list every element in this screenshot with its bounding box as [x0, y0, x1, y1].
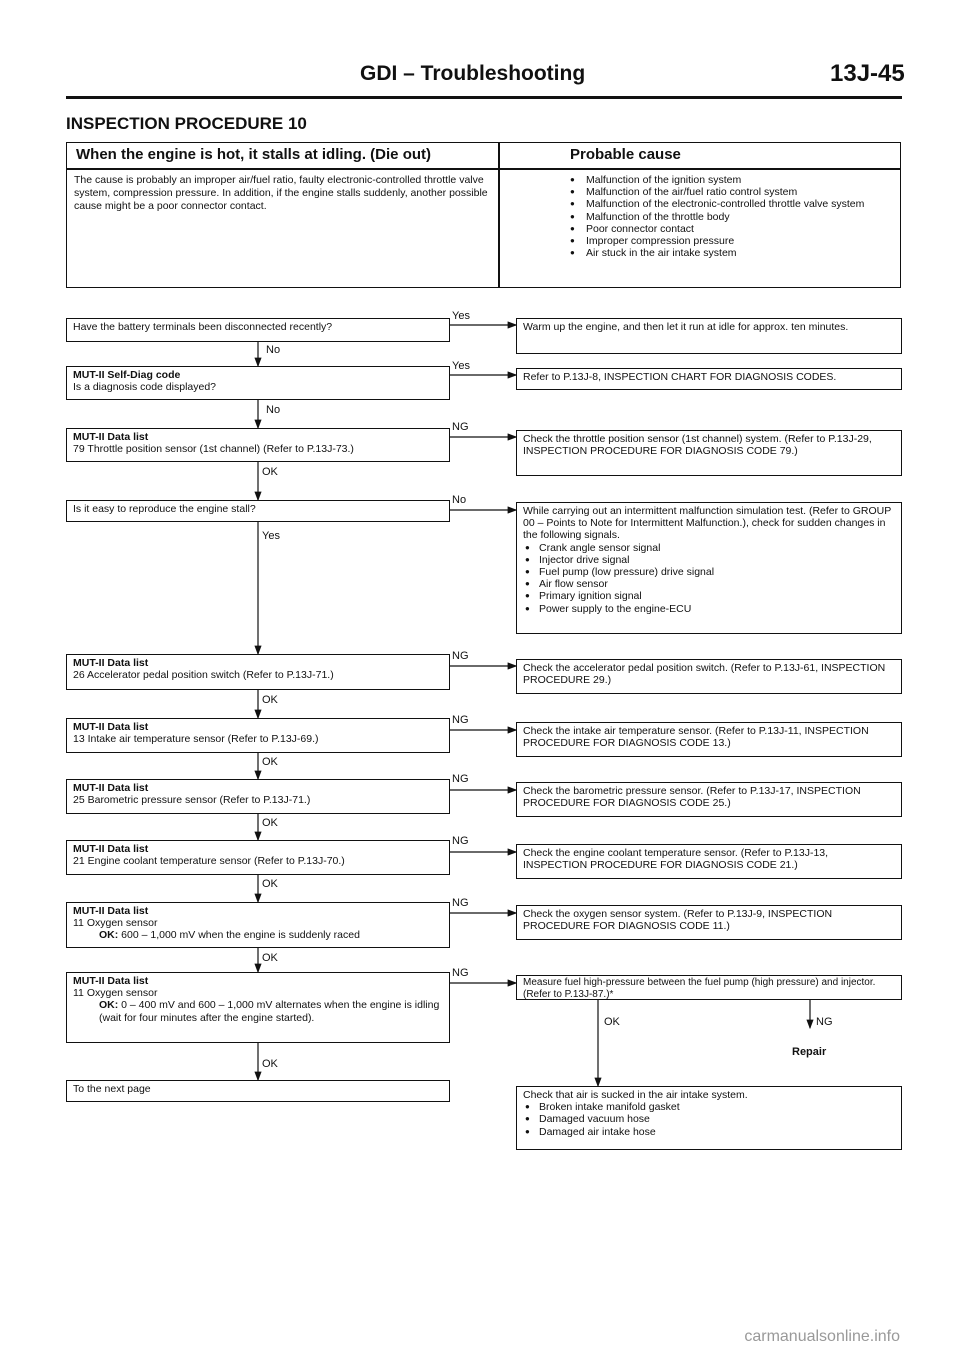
- cause-item: ● Malfunction of the electronic-controlled throttle valve system: [570, 198, 900, 210]
- signal-item: ● Power supply to the engine-ECU: [523, 603, 895, 615]
- action-text: Measure fuel high-pressure between the fuel pump (high pressure) and injector. (Refer to P.13J-87.)*: [523, 977, 876, 1000]
- ok-label: OK: [604, 1016, 620, 1028]
- procedure-title: INSPECTION PROCEDURE 10: [66, 114, 307, 133]
- action-text: Check the throttle position sensor (1st channel) system. (Refer to P.13J-29, INSPECTION PROCEDURE FOR DIAGNOSIS CODE 79.): [523, 433, 872, 458]
- ok-label: OK: [262, 694, 278, 706]
- no-label: No: [452, 494, 467, 506]
- ok-label: OK: [262, 952, 278, 964]
- step-title: MUT-II Self-Diag code: [73, 369, 181, 381]
- ok-label: OK: [262, 466, 278, 478]
- ok-criterion-label: OK:: [99, 929, 119, 942]
- signal-item: ● Crank angle sensor signal: [523, 542, 895, 554]
- ng-label: NG: [452, 897, 469, 909]
- page-number: 13J-45: [830, 60, 905, 87]
- step-text: To the next page: [73, 1083, 151, 1095]
- check-item: ● Damaged air intake hose: [523, 1126, 895, 1138]
- step-text: Is a diagnosis code displayed?: [73, 381, 217, 394]
- action-oxygen-sensor: [516, 905, 902, 940]
- step-data-list-79: [66, 428, 450, 462]
- step-data-list-11-idling: [66, 972, 450, 1043]
- cause-item: ● Malfunction of the air/fuel ratio control system: [570, 186, 900, 198]
- step-text: 11 Oxygen sensor: [73, 917, 158, 930]
- action-air-intake-check: [516, 1086, 902, 1150]
- step-data-list-26: [66, 654, 450, 690]
- step-text: 26 Accelerator pedal position switch (Refer to P.13J-71.): [73, 669, 334, 682]
- step-data-list-13: [66, 718, 450, 753]
- check-item: ● Broken intake manifold gasket: [523, 1101, 895, 1113]
- step-title: MUT-II Data list: [73, 782, 149, 794]
- action-text: Check the engine coolant temperature sensor. (Refer to P.13J-13, INSPECTION PROCEDURE FOR DIAGNOSIS CODE 21.): [523, 847, 829, 872]
- ng-label: NG: [452, 650, 469, 662]
- ok-criterion-label: OK:: [99, 999, 119, 1012]
- no-label: No: [266, 404, 281, 416]
- action-diagnosis-chart: [516, 368, 902, 390]
- step-next-page: [66, 1080, 450, 1102]
- cause-item: ● Improper compression pressure: [570, 235, 900, 247]
- air-intake-check-list: [523, 1101, 895, 1138]
- ng-label: NG: [816, 1016, 833, 1028]
- action-warm-up: [516, 318, 902, 354]
- yes-label: Yes: [452, 360, 470, 372]
- ok-label: OK: [262, 817, 278, 829]
- no-label: No: [266, 344, 281, 356]
- step-text: Is it easy to reproduce the engine stall?: [73, 503, 256, 515]
- action-text: Check the barometric pressure sensor. (Refer to P.13J-17, INSPECTION PROCEDURE FOR DIAGNOSIS CODE 25.): [523, 785, 861, 810]
- signal-item: ● Primary ignition signal: [523, 590, 895, 602]
- action-accelerator-pedal: [516, 659, 902, 694]
- step-text: 11 Oxygen sensor: [73, 987, 158, 1000]
- step-title: MUT-II Data list: [73, 431, 149, 443]
- step-text: 25 Barometric pressure sensor (Refer to P.13J-71.): [73, 794, 311, 807]
- action-text: While carrying out an intermittent malfunction simulation test. (Refer to GROUP 00 – Points to Note for Intermittent Malfunction.), check for sudden changes in the following signals.: [523, 505, 892, 542]
- step-text: 13 Intake air temperature sensor (Refer to P.13J-69.): [73, 733, 319, 746]
- action-intake-air-temp: [516, 722, 902, 757]
- symptom-heading: When the engine is hot, it stalls at idling. (Die out): [76, 146, 432, 163]
- action-text: Check the oxygen sensor system. (Refer to P.13J-9, INSPECTION PROCEDURE FOR DIAGNOSIS CODE 11.): [523, 908, 833, 933]
- symptom-description: The cause is probably an improper air/fuel ratio, faulty electronic-controlled throttle valve system, compression pressure. In addition, if the engine stalls suddenly, another possible cause might be a poor connector contact.: [74, 174, 488, 212]
- step-title: MUT-II Data list: [73, 843, 149, 855]
- signal-item: ● Air flow sensor: [523, 578, 895, 590]
- step-data-list-25: [66, 779, 450, 814]
- signal-item: ● Fuel pump (low pressure) drive signal: [523, 566, 895, 578]
- step-title: MUT-II Data list: [73, 721, 149, 733]
- step-title: MUT-II Data list: [73, 905, 149, 917]
- action-text: Check that air is sucked in the air intake system.: [523, 1089, 748, 1101]
- action-fuel-high-pressure: [516, 975, 902, 1000]
- step-title: MUT-II Data list: [73, 657, 149, 669]
- check-item: ● Damaged vacuum hose: [523, 1113, 895, 1125]
- action-intermittent-simulation: [516, 502, 902, 634]
- signal-list: [523, 542, 895, 615]
- watermark: carmanualsonline.info: [744, 1328, 900, 1345]
- step-text: 79 Throttle position sensor (1st channel) (Refer to P.13J-73.): [73, 443, 354, 456]
- ng-label: NG: [452, 421, 469, 433]
- step-battery-disconnected: [66, 318, 450, 342]
- yes-label: Yes: [452, 310, 470, 322]
- action-text: Check the intake air temperature sensor. (Refer to P.13J-11, INSPECTION PROCEDURE FOR DIAGNOSIS CODE 13.): [523, 725, 869, 750]
- action-text: Check the accelerator pedal position switch. (Refer to P.13J-61, INSPECTION PROCEDURE 29.): [523, 662, 886, 687]
- action-text: Refer to P.13J-8, INSPECTION CHART FOR DIAGNOSIS CODES.: [523, 371, 837, 383]
- action-barometric-pressure: [516, 782, 902, 817]
- step-data-list-21: [66, 840, 450, 875]
- signal-item: ● Injector drive signal: [523, 554, 895, 566]
- action-throttle-position-sensor: [516, 430, 902, 476]
- cause-item: ● Malfunction of the ignition system: [570, 174, 900, 186]
- cause-item: ● Poor connector contact: [570, 223, 900, 235]
- ng-label: NG: [452, 714, 469, 726]
- step-self-diag-code: [66, 366, 450, 400]
- ng-label: NG: [452, 773, 469, 785]
- action-text: Warm up the engine, and then let it run at idle for approx. ten minutes.: [523, 321, 849, 333]
- ng-label: NG: [452, 835, 469, 847]
- probable-cause-heading: Probable cause: [570, 146, 681, 163]
- yes-label: Yes: [262, 530, 280, 542]
- ng-label: NG: [452, 967, 469, 979]
- ok-label: OK: [262, 756, 278, 768]
- step-data-list-11-raced: [66, 902, 450, 948]
- step-text: 21 Engine coolant temperature sensor (Refer to P.13J-70.): [73, 855, 345, 868]
- section-title: GDI – Troubleshooting: [360, 62, 586, 85]
- step-title: MUT-II Data list: [73, 975, 149, 987]
- cause-item: ● Air stuck in the air intake system: [570, 247, 900, 259]
- repair-label: Repair: [792, 1046, 827, 1058]
- ok-label: OK: [262, 1058, 278, 1070]
- ok-criterion: 0 – 400 mV and 600 – 1,000 mV alternates when the engine is idling (wait for four minutes after the engine started).: [99, 999, 440, 1024]
- ok-label: OK: [262, 878, 278, 890]
- action-coolant-temp: [516, 844, 902, 879]
- ok-criterion: 600 – 1,000 mV when the engine is suddenly raced: [121, 929, 360, 942]
- step-text: Have the battery terminals been disconnected recently?: [73, 321, 333, 333]
- cause-item: ● Malfunction of the throttle body: [570, 211, 900, 223]
- step-reproduce-stall: [66, 500, 450, 522]
